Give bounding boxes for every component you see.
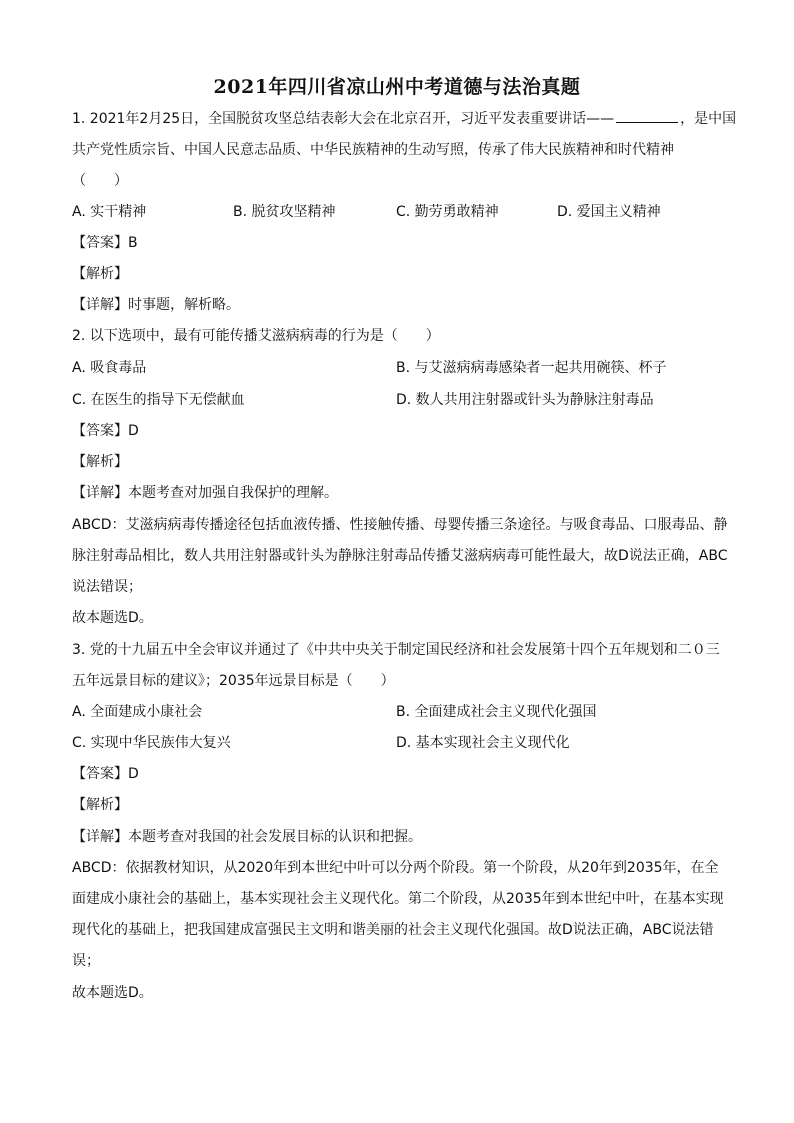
q3-analysis-label: 【解析】	[72, 797, 128, 813]
q2-analysis-label: 【解析】	[72, 454, 128, 470]
q1-analysis-label: 【解析】	[72, 266, 128, 282]
q3-explanation-line-2: 面建成小康社会的基础上，基本实现社会主义现代化。第二个阶段，从2035年到本世纪中叶，在基本实现	[72, 891, 724, 907]
q1-stem-part-1: 1. 2021年2月25日，全国脱贫攻坚总结表彰大会在北京召开，习近平发表重要讲话——	[72, 111, 615, 127]
q1-stem-line-1	[72, 108, 737, 129]
q3-option-a: A. 全面建成小康社会	[72, 704, 203, 720]
q1-stem-part-2: ，是中国	[680, 111, 737, 127]
q1-option-a: A. 实干精神	[72, 204, 147, 220]
q3-answer: 【答案】D	[72, 766, 139, 782]
q2-explanation-line-2: 脉注射毒品相比，数人共用注射器或针头为静脉注射毒品传播艾滋病病毒可能性最大，故D说法正确，ABC	[72, 548, 728, 564]
q1-fill-blank	[616, 108, 678, 123]
page-title: 2021年四川省凉山州中考道德与法治真题	[213, 76, 581, 98]
q2-explanation-line-1: ABCD：艾滋病病毒传播途径包括血液传播、性接触传播、母婴传播三条途径。与吸食毒品、口服毒品、静	[72, 517, 728, 533]
q1-option-b: B. 脱贫攻坚精神	[233, 204, 336, 220]
q2-stem: 2. 以下选项中，最有可能传播艾滋病病毒的行为是（ ）	[72, 328, 440, 344]
q2-explanation-line-3: 说法错误；	[72, 579, 142, 595]
q3-option-b: B. 全面建成社会主义现代化强国	[396, 704, 597, 720]
q2-option-c: C. 在医生的指导下无偿献血	[72, 392, 245, 408]
q3-explanation-line-1: ABCD：依据教材知识，从2020年到本世纪中叶可以分两个阶段。第一个阶段，从20年到2035年，在全	[72, 860, 719, 876]
q3-option-c: C. 实现中华民族伟大复兴	[72, 735, 231, 751]
q3-stem-line-1: 3. 党的十九届五中全会审议并通过了《中共中央关于制定国民经济和社会发展第十四个五年规划和二０三	[72, 642, 720, 658]
q3-explanation-line-3: 现代化的基础上，把我国建成富强民主文明和谐美丽的社会主义现代化强国。故D说法正确，ABC说法错	[72, 922, 714, 938]
q2-conclusion: 故本题选D。	[72, 610, 153, 626]
q2-option-b: B. 与艾滋病病毒感染者一起共用碗筷、杯子	[396, 360, 667, 376]
q3-conclusion: 故本题选D。	[72, 985, 153, 1001]
q1-answer: 【答案】B	[72, 235, 138, 251]
q2-option-d: D. 数人共用注射器或针头为静脉注射毒品	[396, 392, 654, 408]
q1-stem-line-3: （ ）	[72, 173, 128, 189]
q3-detail: 【详解】本题考查对我国的社会发展目标的认识和把握。	[72, 829, 422, 845]
q3-option-d: D. 基本实现社会主义现代化	[396, 735, 570, 751]
q1-detail: 【详解】时事题，解析略。	[72, 297, 240, 313]
q2-detail: 【详解】本题考查对加强自我保护的理解。	[72, 485, 338, 501]
q1-option-c: C. 勤劳勇敢精神	[396, 204, 499, 220]
q2-option-a: A. 吸食毒品	[72, 360, 147, 376]
q1-option-d: D. 爱国主义精神	[557, 204, 661, 220]
q1-stem-line-2: 共产党性质宗旨、中国人民意志品质、中华民族精神的生动写照，传承了伟大民族精神和时代精神	[72, 142, 674, 158]
q2-answer: 【答案】D	[72, 423, 139, 439]
q3-explanation-line-4: 误；	[72, 953, 100, 969]
q3-stem-line-2: 五年远景目标的建议》；2035年远景目标是（ ）	[72, 673, 395, 689]
